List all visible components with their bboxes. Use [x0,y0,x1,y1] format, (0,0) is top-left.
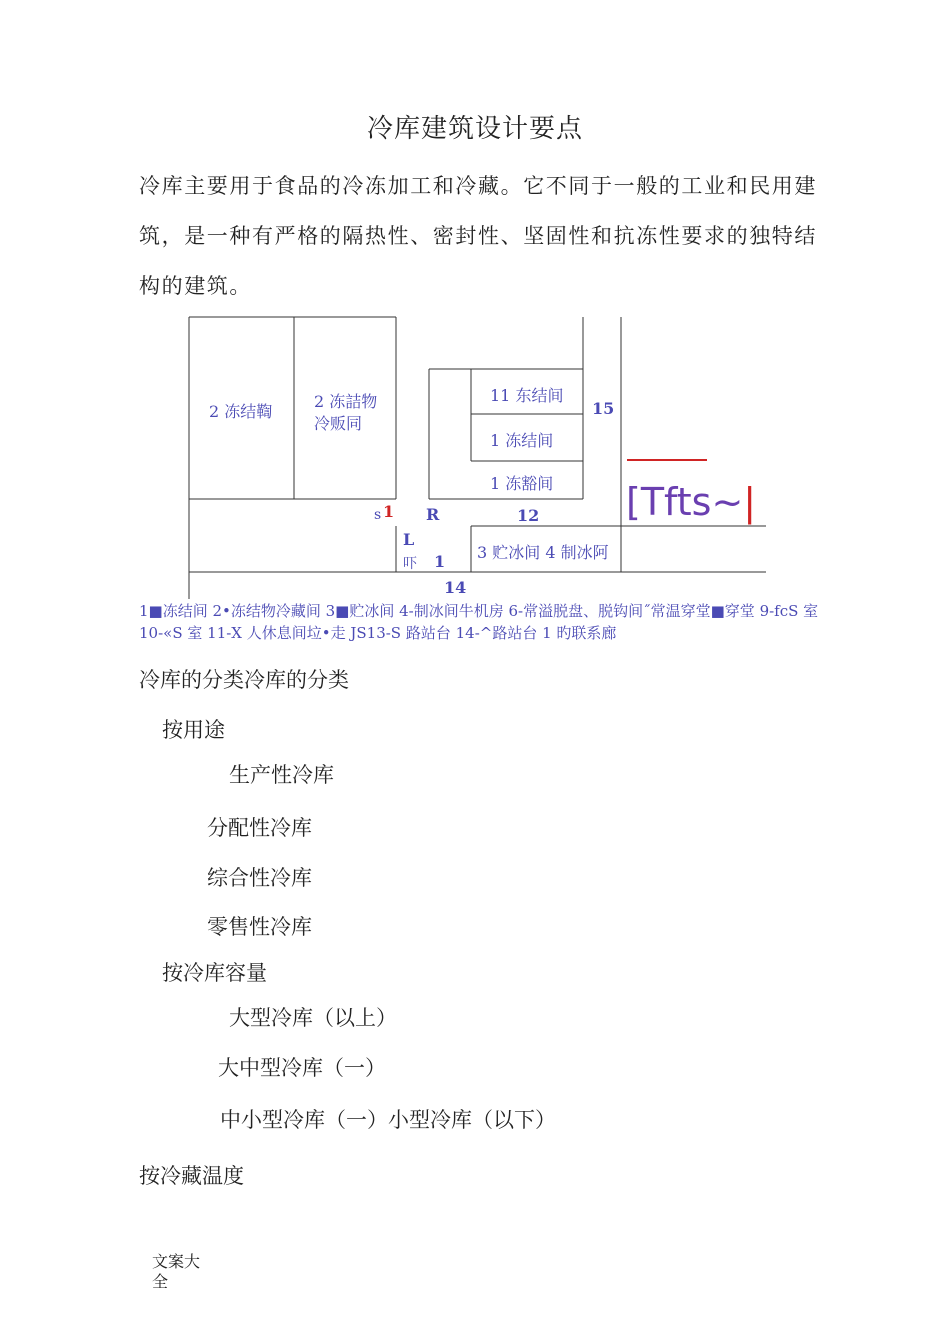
subheading-by-use: 按用途 [162,718,225,742]
room-label-3-4: 3 贮冰间 4 制冰阿 [477,543,609,562]
room-label-11: 11 东结间 [490,386,564,405]
room-label-2b-line2: 冷贩同 [314,414,363,433]
room-label-s1-number: 1 [383,502,395,521]
room-label-l: L [403,530,415,549]
stamp-mark [626,480,756,524]
list-item-large: 大型冷库（以上） [229,1006,397,1030]
room-label-15: 15 [592,399,615,418]
page-footer: 文案大全 [152,1252,201,1291]
document-title: 冷库建筑设计要点 [366,114,583,144]
subheading-by-temperature: 按冷藏温度 [139,1164,244,1188]
list-item-large-medium: 大中型冷库（一） [218,1056,386,1080]
intro-line-3: 构的建筑。 [139,274,252,298]
room-label-1c: 1 冻豁间 [490,474,554,493]
room-label-12: 12 [517,506,540,525]
stamp-text: [Tfts~ [626,480,744,524]
figure-caption: 1■冻结间 2•冻结物冷藏间 3■贮冰间 4-制冰间牛机房 6-常溢脱盘、脱钩间˝常温穿堂■穿堂 9-fcS 室 10-«S 室 11-X 人休息间垃•走 JS13-S 路站台 14-^路站台 1 旳联系廊 [139,602,819,642]
intro-line-2: 筑，是一种有严格的隔热性、密封性、坚固性和抗冻性要求的独特结 [139,224,817,248]
subheading-by-capacity: 按冷库容量 [162,961,267,985]
list-item-medium-small: 中小型冷库（一）小型冷库（以下） [220,1108,556,1132]
room-label-2b-line1: 2 冻詰物 [314,392,378,411]
section-heading-classification: 冷库的分类冷库的分类 [139,668,349,692]
stamp-bar: | [743,480,757,524]
room-label-14: 14 [444,578,467,597]
floor-plan-figure [0,0,950,600]
room-label-1b: 1 冻结间 [490,431,554,450]
list-item-comprehensive: 综合性冷库 [207,866,312,890]
room-label-r: R [426,505,440,524]
intro-line-1: 冷库主要用于食品的冷冻加工和冷藏。它不同于一般的工业和民用建 [139,174,817,198]
list-item-retail: 零售性冷库 [207,915,312,939]
room-label-1d: 1 [434,552,446,571]
room-label-xia: 吓 [403,556,417,572]
list-item-distribution: 分配性冷库 [207,816,312,840]
list-item-production: 生产性冷库 [229,763,334,787]
room-label-2a: 2 冻结鞫 [209,402,273,421]
room-label-s: s [374,507,382,523]
